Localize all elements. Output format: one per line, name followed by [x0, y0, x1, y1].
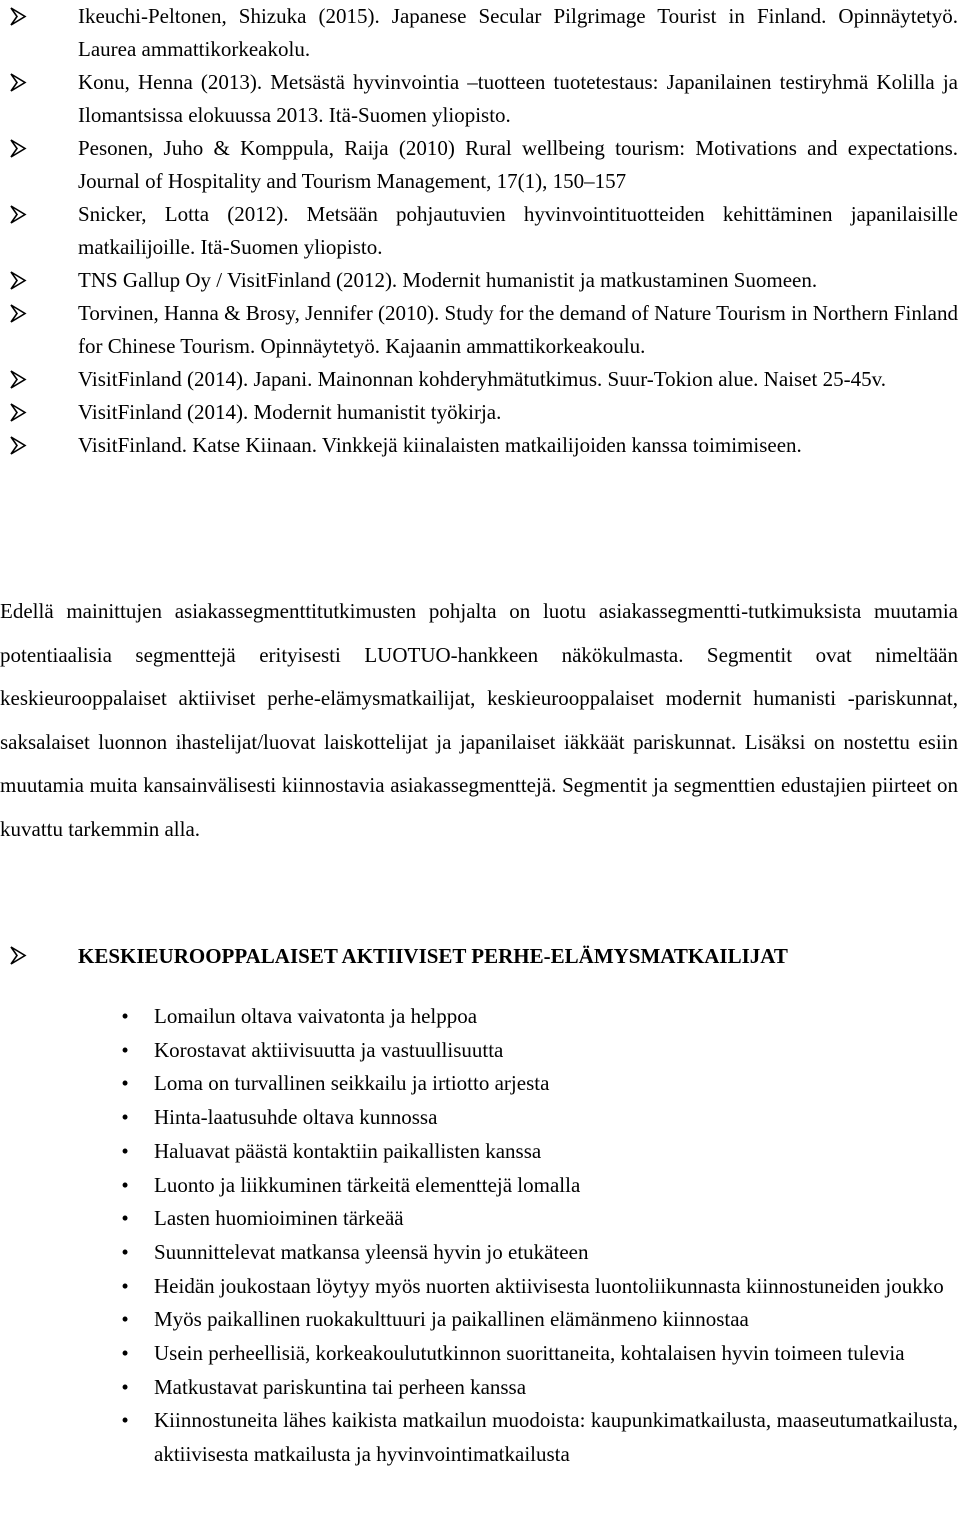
- trait-text: Korostavat aktiivisuutta ja vastuullisuutta: [154, 1037, 504, 1062]
- arrow-bullet-icon: [8, 396, 48, 429]
- bullet-dot-icon: •: [121, 1408, 129, 1433]
- trait-item: [0, 1371, 960, 1405]
- trait-text: Kiinnostuneita lähes kaikista matkailun muodoista: kaupunkimatkailusta, maaseutumatkailusta, aktiivisesta matkailusta ja hyvinvointimatkailusta: [154, 1408, 958, 1467]
- arrow-bullet-icon: [8, 939, 48, 972]
- trait-text: Usein perheellisiä, korkeakoulututkinnon suorittaneita, kohtalaisen hyvin toimeen tulevia: [154, 1341, 905, 1366]
- arrow-bullet-icon: [8, 264, 48, 297]
- section-heading-text: KESKIEUROOPPALAISET AKTIIVISET PERHE-ELÄMYSMATKAILIJAT: [78, 944, 788, 968]
- bullet-dot-icon: •: [121, 1105, 129, 1130]
- reference-text: Snicker, Lotta (2012). Metsään pohjautuvien hyvinvointituotteiden kehittäminen japanilaisille matkailijoille. Itä-Suomen yliopisto.: [78, 202, 958, 259]
- reference-item: [0, 0, 960, 66]
- reference-item: [0, 297, 960, 363]
- trait-item: [0, 1101, 960, 1135]
- reference-text: Torvinen, Hanna & Brosy, Jennifer (2010). Study for the demand of Nature Tourism in Northern Finland for Chinese Tourism. Opinnäytetyö. Kajaanin ammattikorkeakoulu.: [78, 301, 958, 358]
- arrow-bullet-icon: [8, 297, 48, 330]
- trait-text: Luonto ja liikkuminen tärkeitä elementtejä lomalla: [154, 1172, 581, 1197]
- trait-item: [0, 1169, 960, 1203]
- trait-text: Heidän joukostaan löytyy myös nuorten aktiivisesta luontoliikunnasta kiinnostuneiden joukko: [154, 1273, 944, 1298]
- trait-item: [0, 1337, 960, 1371]
- bullet-dot-icon: •: [121, 1071, 129, 1096]
- arrow-bullet-icon: [8, 429, 48, 462]
- bullet-dot-icon: •: [121, 1239, 129, 1264]
- reference-text: VisitFinland. Katse Kiinaan. Vinkkejä kiinalaisten matkailijoiden kanssa toimimiseen.: [78, 433, 802, 457]
- reference-item: [0, 396, 960, 429]
- trait-text: Hinta-laatusuhde oltava kunnossa: [154, 1105, 438, 1130]
- trait-item: [0, 1303, 960, 1337]
- trait-text: Haluavat päästä kontaktiin paikallisten kanssa: [154, 1138, 542, 1163]
- arrow-bullet-icon: [8, 132, 48, 165]
- reference-item: [0, 363, 960, 396]
- bullet-dot-icon: •: [121, 1004, 129, 1028]
- bullet-dot-icon: •: [121, 1341, 129, 1366]
- trait-list: [0, 1000, 960, 1472]
- bullet-dot-icon: •: [121, 1307, 129, 1332]
- bullet-dot-icon: •: [121, 1273, 129, 1298]
- reference-item: [0, 429, 960, 462]
- reference-item: [0, 66, 960, 132]
- trait-item: [0, 1067, 960, 1101]
- reference-item: [0, 264, 960, 297]
- bullet-dot-icon: •: [121, 1037, 129, 1062]
- reference-item: [0, 198, 960, 264]
- arrow-bullet-icon: [8, 66, 48, 99]
- reference-item: [0, 132, 960, 198]
- bullet-dot-icon: •: [121, 1206, 129, 1231]
- reference-text: Ikeuchi-Peltonen, Shizuka (2015). Japanese Secular Pilgrimage Tourist in Finland. Opinnäytetyö. Laurea ammattikorkeakolu.: [78, 4, 958, 61]
- trait-text: Myös paikallinen ruokakulttuuri ja paikallinen elämänmeno kiinnostaa: [154, 1307, 749, 1332]
- reference-text: VisitFinland (2014). Modernit humanistit työkirja.: [78, 400, 502, 424]
- reference-list: [0, 0, 960, 462]
- reference-text: Pesonen, Juho & Komppula, Raija (2010) Rural wellbeing tourism: Motivations and expectations. Journal of Hospitality and Tourism Management, 17(1), 150–157: [78, 136, 958, 193]
- trait-item: [0, 1135, 960, 1169]
- bullet-dot-icon: •: [121, 1374, 129, 1399]
- trait-text: Matkustavat pariskuntina tai perheen kanssa: [154, 1374, 527, 1399]
- trait-item: [0, 1202, 960, 1236]
- reference-text: TNS Gallup Oy / VisitFinland (2012). Modernit humanistit ja matkustaminen Suomeen.: [78, 268, 818, 292]
- trait-text: Loma on turvallinen seikkailu ja irtiotto arjesta: [154, 1071, 550, 1096]
- bullet-dot-icon: •: [121, 1138, 129, 1163]
- trait-item: [0, 1000, 960, 1034]
- trait-item: [0, 1034, 960, 1068]
- trait-item: [0, 1404, 960, 1471]
- trait-text: Lomailun oltava vaivatonta ja helppoa: [154, 1004, 478, 1028]
- reference-text: Konu, Henna (2013). Metsästä hyvinvointia –tuotteen tuotetestaus: Japanilainen testiryhmä Kolilla ja Ilomantsissa elokuussa 2013. Itä-Suomen yliopisto.: [78, 70, 958, 127]
- intro-paragraph: Edellä mainittujen asiakassegmenttitutkimusten pohjalta on luotu asiakassegmentti-tutkimuksista muutamia potentiaalisia segmenttejä erityisesti LUOTUO-hankkeen näkökulmasta. Segmentit ovat nimeltään keskieurooppalaiset aktiiviset perhe-elämysmatkailijat, keskieurooppalaiset modernit humanisti -pariskunnat, saksalaiset luonnon ihastelijat/luovat laiskottelijat ja japanilaiset iäkkäät pariskunnat. Lisäksi on nostettu esiin muutamia muita kansainvälisesti kiinnostavia asiakassegmenttejä. Segmentit ja segmenttien edustajien piirteet on kuvattu tarkemmin alla.: [0, 599, 958, 841]
- trait-text: Lasten huomioiminen tärkeää: [154, 1206, 404, 1231]
- reference-text: VisitFinland (2014). Japani. Mainonnan kohderyhmätutkimus. Suur-Tokion alue. Naiset 25-45v.: [78, 367, 886, 391]
- arrow-bullet-icon: [8, 0, 48, 33]
- trait-item: [0, 1236, 960, 1270]
- section-heading: [0, 938, 960, 974]
- bullet-dot-icon: •: [121, 1172, 129, 1197]
- trait-item: [0, 1270, 960, 1304]
- trait-text: Suunnittelevat matkansa yleensä hyvin jo etukäteen: [154, 1239, 589, 1264]
- arrow-bullet-icon: [8, 198, 48, 231]
- arrow-bullet-icon: [8, 363, 48, 396]
